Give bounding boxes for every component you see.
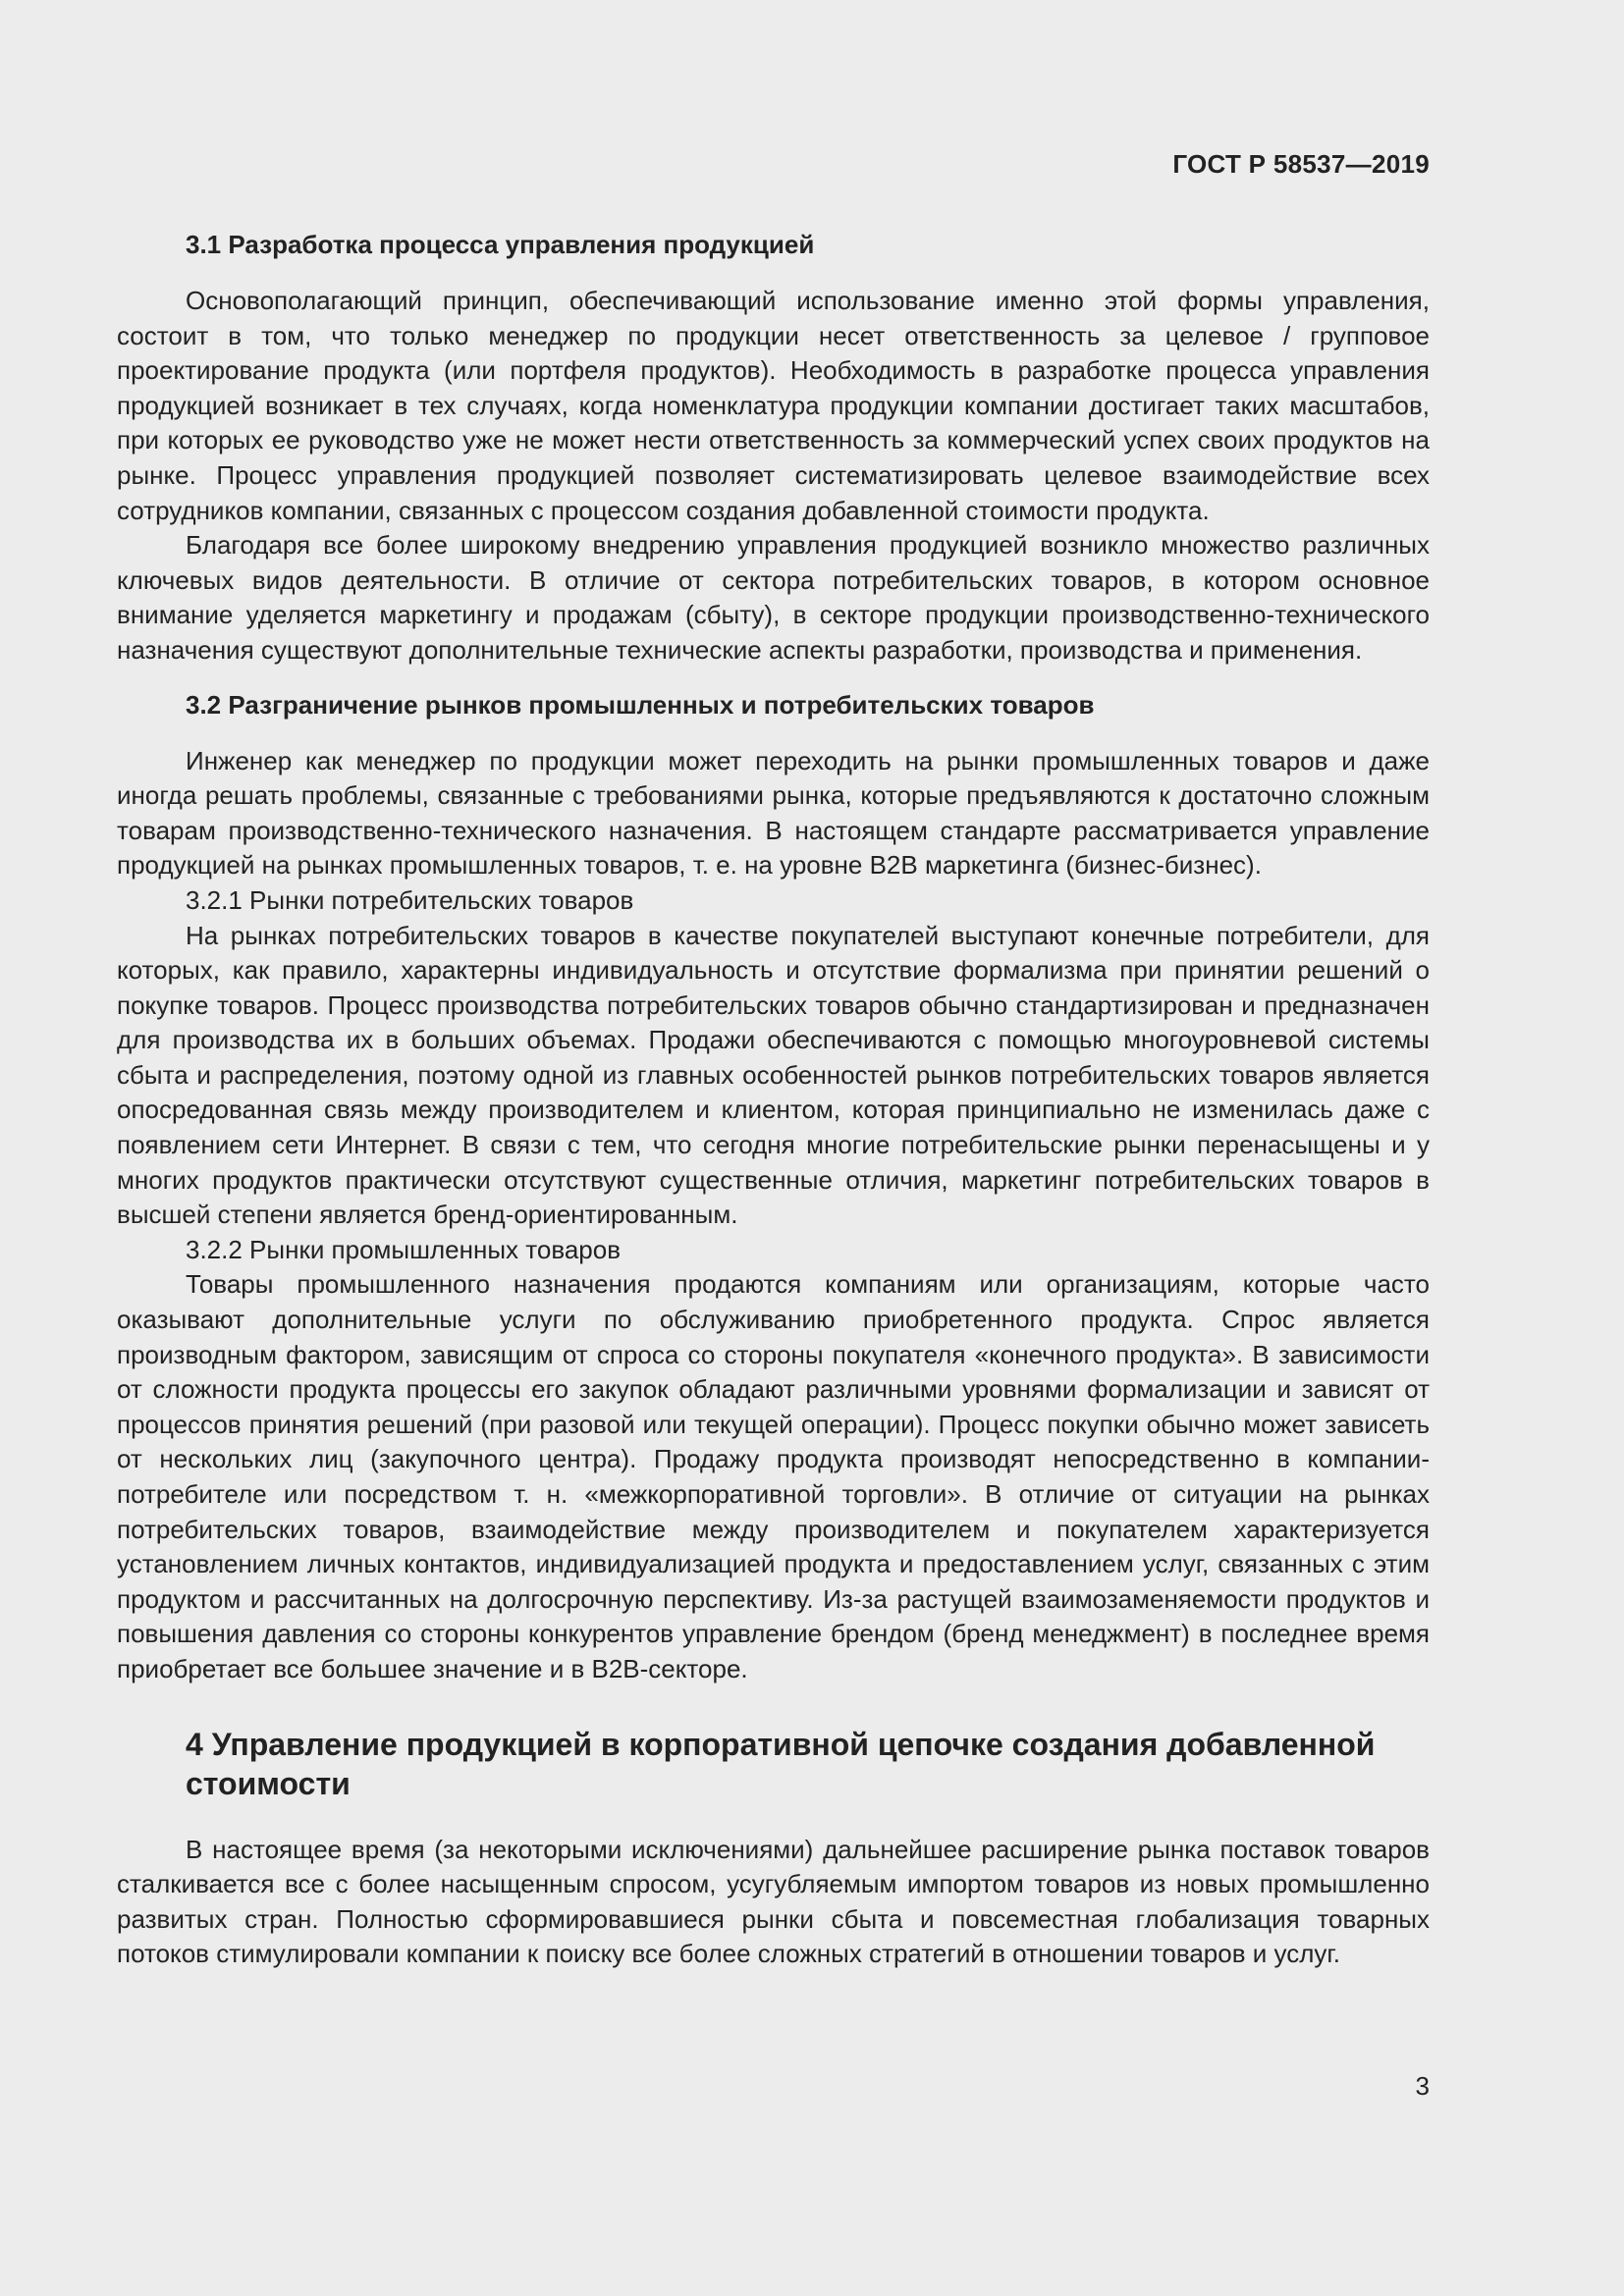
section-3-1-paragraph-1: Основополагающий принцип, обеспечивающий использование именно этой формы управления, состоит в том, что только менеджер по продукции несет ответственность за целевое / групповое проектирование продукта (или портфеля продуктов). Необходимость в разработке процесса управления продукцией возникает в тех случаях, когда номенклатура продукции компании достигает таких масштабов, при которых ее руководство уже не может нести ответственность за коммерческий успех своих продуктов на рынке. Процесс управления продукцией позволяет систематизировать целевое взаимодействие всех сотрудников компании, связанных с процессом создания добавленной стоимости продукта. xyxy=(117,286,1430,525)
section-3-2-paragraph-1: Инженер как менеджер по продукции может переходить на рынки промышленных товаров и даже иногда решать проблемы, связанные с требованиями рынка, которые предъявляются к достаточно сложным товарам производственно-технического назначения. В настоящем стандарте рассматривается управление продукцией на рынках промышленных товаров, т. е. на уровне B2B маркетинга (бизнес-бизнес). xyxy=(117,745,1430,881)
section-3-1-heading: 3.1 Разработка процесса управления продукцией xyxy=(186,230,815,259)
section-3-2-1-heading: 3.2.1 Рынки потребительских товаров xyxy=(186,884,634,915)
chapter-4-paragraph-1: В настоящее время (за некоторыми исключениями) дальнейшее расширение рынка поставок товаров сталкивается все с более насыщенным спросом, усугубляемым импортом товаров из новых промышленно развитых стран. Полностью сформировавшиеся рынки сбыта и повсеместная глобализация товарных потоков стимулировали компании к поиску все более сложных стратегий в отношении товаров и услуг. xyxy=(117,1834,1430,1969)
page-sheet xyxy=(117,0,1430,2296)
section-3-2-2-paragraph: Товары промышленного назначения продаются компаниям или организациям, которые часто оказывают дополнительные услуги по обслуживанию приобретенного продукта. Спрос является производным фактором, зависящим от спроса со стороны покупателя «конечного продукта». В зависимости от сложности продукта процессы его закупок обладают различными уровнями формализации и зависят от процессов принятия решений (при разовой или текущей операции). Процесс покупки обычно может зависеть от нескольких лиц (закупочного центра). Продажу продукта производят непосредственно в компании-потребителе или посредством т. н. «межкорпоративной торговли». В отличие от ситуации на рынках потребительских товаров, взаимодействие между производителем и покупателем характеризуется установлением личных контактов, индивидуализацией продукта и предоставлением услуг, связанных с этим продуктом и рассчитанных на долгосрочную перспективу. Из-за растущей взаимозаменяемости продуктов и повышения давления со стороны конкурентов управление брендом (бренд менеджмент) в последнее время приобретает все большее значение и в B2B-секторе. xyxy=(117,1269,1430,1683)
page-number: 3 xyxy=(1415,2071,1430,2101)
page-content xyxy=(117,228,1430,1972)
section-3-1-paragraph-2: Благодаря все более широкому внедрению управления продукцией возникло множество различных ключевых видов деятельности. В отличие от сектора потребительских товаров, в котором основное внимание уделяется маркетингу и продажам (сбыту), в секторе продукции производственно-технического назначения существуют дополнительные технические аспекты разработки, производства и применения. xyxy=(117,530,1430,665)
section-3-2-heading: 3.2 Разграничение рынков промышленных и потребительских товаров xyxy=(186,689,1095,720)
section-3-2-2-heading: 3.2.2 Рынки промышленных товаров xyxy=(186,1234,622,1264)
chapter-4-heading: 4 Управление продукцией в корпоративной цепочке создания добавленной стоимости xyxy=(186,1726,1376,1801)
document-code: ГОСТ Р 58537—2019 xyxy=(1172,149,1430,179)
section-3-2-1-paragraph: На рынках потребительских товаров в качестве покупателей выступают конечные потребители, для которых, как правило, характерны индивидуальность и отсутствие формализма при принятии решений о покупке товаров. Процесс производства потребительских товаров обычно стандартизирован и предназначен для производства их в больших объемах. Продажи обеспечиваются с помощью многоуровневой системы сбыта и распределения, поэтому одной из главных особенностей рынков потребительских товаров является опосредованная связь между производителем и клиентом, которая принципиально не изменилась даже с появлением сети Интернет. В связи с тем, что сегодня многие потребительские рынки перенасыщены и у многих продуктов практически отсутствуют существенные отличия, маркетинг потребительских товаров в высшей степени является бренд-ориентированным. xyxy=(117,920,1430,1230)
